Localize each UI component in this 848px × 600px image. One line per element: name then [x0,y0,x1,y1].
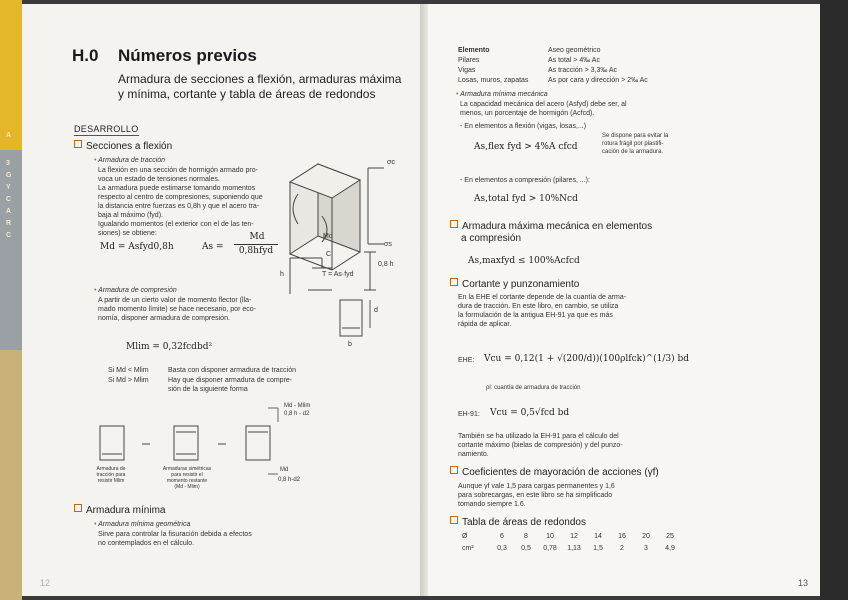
strip-tab: C [6,196,12,203]
area-cell: 3 [644,545,648,552]
strip-tab: Y [6,184,11,191]
coef-body: Aunque γf vale 1,5 para cargas permanentes y 1,6 para sobrecargas, en este libro se ha simplificado tomando siempre 1.6. [458,483,615,508]
h-label: h [280,271,284,278]
formula-eh91: Vcu = 0,5√fcd bd [490,408,570,418]
caption-1: Armadura de tracción para resistir Mlim [96,466,126,484]
desarrollo-heading: DESARROLLO [74,124,139,134]
formula-as: Md = Asfyd0,8h [100,242,174,252]
cond1-right: Basta con disponer armadura de tracción [168,367,297,374]
table-header-2: Aseo geométrico [548,47,601,54]
area-cell: 0,5 [521,545,531,552]
diag-lbl1: Md - Mlim [284,403,311,409]
caption-2: Armaduras simétricas para resistir el momento restante (Md - Mlim) [162,466,212,490]
section-maxima-2: a compresión [461,233,522,244]
section-maxima: Armadura máxima mecánica en elementos [450,220,652,232]
eh91-label: EH-91: [458,411,480,418]
area-cell: 2 [620,545,624,552]
min-heading: • Armadura mínima geométrica [94,521,191,528]
section-coeficientes: Coeficientes de mayoración de acciones (γf) [450,466,659,478]
ehe-label: EHE: [458,357,475,364]
subtitle-line1: Armadura de secciones a flexión, armaduras máxima [118,72,402,86]
strip-tab: R [6,220,12,227]
section-cortante: Cortante y punzonamiento [450,278,579,290]
08h-label: 0,8 h [378,261,394,268]
table-row: As por cara y dirección > 2‰ Ac [548,77,648,84]
section-code: H.0 [72,46,99,65]
min-body: Sirve para controlar la fisuración debida a efectos no contemplados en el cálculo. [98,531,252,547]
sigma-s-label: σs [384,241,392,248]
cond1-left: Si Md < Mlim [108,367,149,374]
table-header-1: Elemento [458,47,490,54]
area-cell: 4,9 [665,545,675,552]
table-row: As total > 4‰ Ac [548,57,600,64]
diam-cell: 10 [546,533,554,540]
traccion-heading: • Armadura de tracción [94,157,166,164]
cortante-body: En la EHE el cortante depende de la cuantía de arma- dura de tracción. En este libro, en cambio, se utiliza la formulación de la antigua EH-91 ya que es más rápida de aplicar. [458,294,627,328]
formula-max: As,maxfyd ≤ 100%Acfcd [468,256,580,266]
edge-strip [0,0,22,600]
mec-body: La capacidad mecánica del acero (Asfyd) debe ser, al menos, un porcentaje de hormigón (Acfcd). [460,101,627,117]
area-cell: 0,3 [497,545,507,552]
formula-mlim: Mlim = 0,32fcdbd² [126,342,213,352]
page-number-right: 13 [798,578,809,588]
strip-tab: G [6,172,12,179]
cond2-right2: sión de la siguiente forma [168,386,248,393]
diag-lbl3: Md [280,467,289,473]
right-edge [820,0,848,600]
diag-lbl2: 0,8 h - d2 [284,411,310,417]
area-cell: 1,13 [567,545,581,552]
page-number-left: 12 [40,578,51,588]
area-cell: 0,78 [543,545,557,552]
mec-bullet-2: - En elementos a compresión (pilares, ...): [460,177,590,184]
formula-ehe: Vcu = 0,12(1 + √(200/d))(100ρlfck)^(1/3) bd [484,354,690,364]
diam-cell: 6 [500,533,504,540]
md-label: Md [323,233,333,240]
diag-lbl4: 0,8 h-d2 [278,477,301,483]
c-label: C [326,251,332,258]
subtitle-line2: y mínima, cortante y tabla de áreas de redondos [118,87,376,101]
strip-tab: A [6,132,12,139]
page-title: Números previos [118,46,257,65]
formula-as-lhs: As = [202,242,224,252]
formula-mec-1: As,flex fyd > 4%A cfcd [474,142,578,152]
compresion-body: A partir de un cierto valor de momento flector (lla- mado momento límite) se hace necesario, por eco- nomía, disponer armadura de compresión. [98,297,256,322]
strip-tab: A [6,208,12,215]
traccion-body: La flexión en una sección de hormigón armado pro- voca un estado de tensiones normales. La armadura puede estimarse tomando momentos respecto al centro de compresiones, suponiendo que la distancia entre fuerzas es 0,8h y que el acero tra- baja al máximo (fyd). Igualando momentos (el exterior con el de las ten- siones) se obtiene: [98,167,263,237]
gutter [420,4,428,596]
compresion-heading: • Armadura de compresión [94,287,177,294]
b-label: b [348,341,352,348]
rho-note: ρl: cuantía de armadura de tracción [486,385,581,391]
mec-heading: • Armadura mínima mecánica [456,91,548,98]
section-secciones: Secciones a flexión [74,140,172,152]
eh91-body: También se ha utilizado la EH-91 para el cálculo del cortante máximo (bielas de compresión) y del punzo- namiento. [458,433,623,458]
section-tabla: Tabla de áreas de redondos [450,516,586,528]
strip-tab: 3 [6,160,10,167]
mec-note: Se dispone para evitar la rotura frágil por plastifi- cación de la armadura. [602,133,669,155]
t-label: T = As·fyd [322,271,354,278]
table-row: Losas, muros, zapatas [458,77,529,84]
left-page [22,4,420,596]
area-label: cm² [462,545,474,552]
table-row: Vigas [458,67,476,74]
area-cell: 1,5 [593,545,603,552]
diam-cell: 14 [594,533,602,540]
table-row: Pilares [458,57,480,64]
diam-cell: 8 [524,533,528,540]
sigma-c-label: σc [387,159,395,166]
strip-tab: C [6,232,12,239]
formula-den: 0,8hfyd [238,246,274,256]
mec-bullet-1: - En elementos a flexión (vigas, losas,...) [460,123,587,130]
cond2-left: Si Md > Mlim [108,377,149,384]
cond2-right1: Hay que disponer armadura de compre- [168,377,293,384]
diam-cell: 20 [642,533,650,540]
right-page [428,4,820,596]
table-row: As tracción > 3,3‰ Ac [548,67,618,74]
formula-mec-2: As,total fyd > 10%Ncd [474,194,578,204]
d-label: d [374,307,378,314]
diam-label: Ø [462,533,468,540]
diam-cell: 12 [570,533,578,540]
diam-cell: 25 [666,533,674,540]
section-minima: Armadura mínima [74,504,165,516]
diam-cell: 16 [618,533,626,540]
formula-num: Md [249,232,265,242]
